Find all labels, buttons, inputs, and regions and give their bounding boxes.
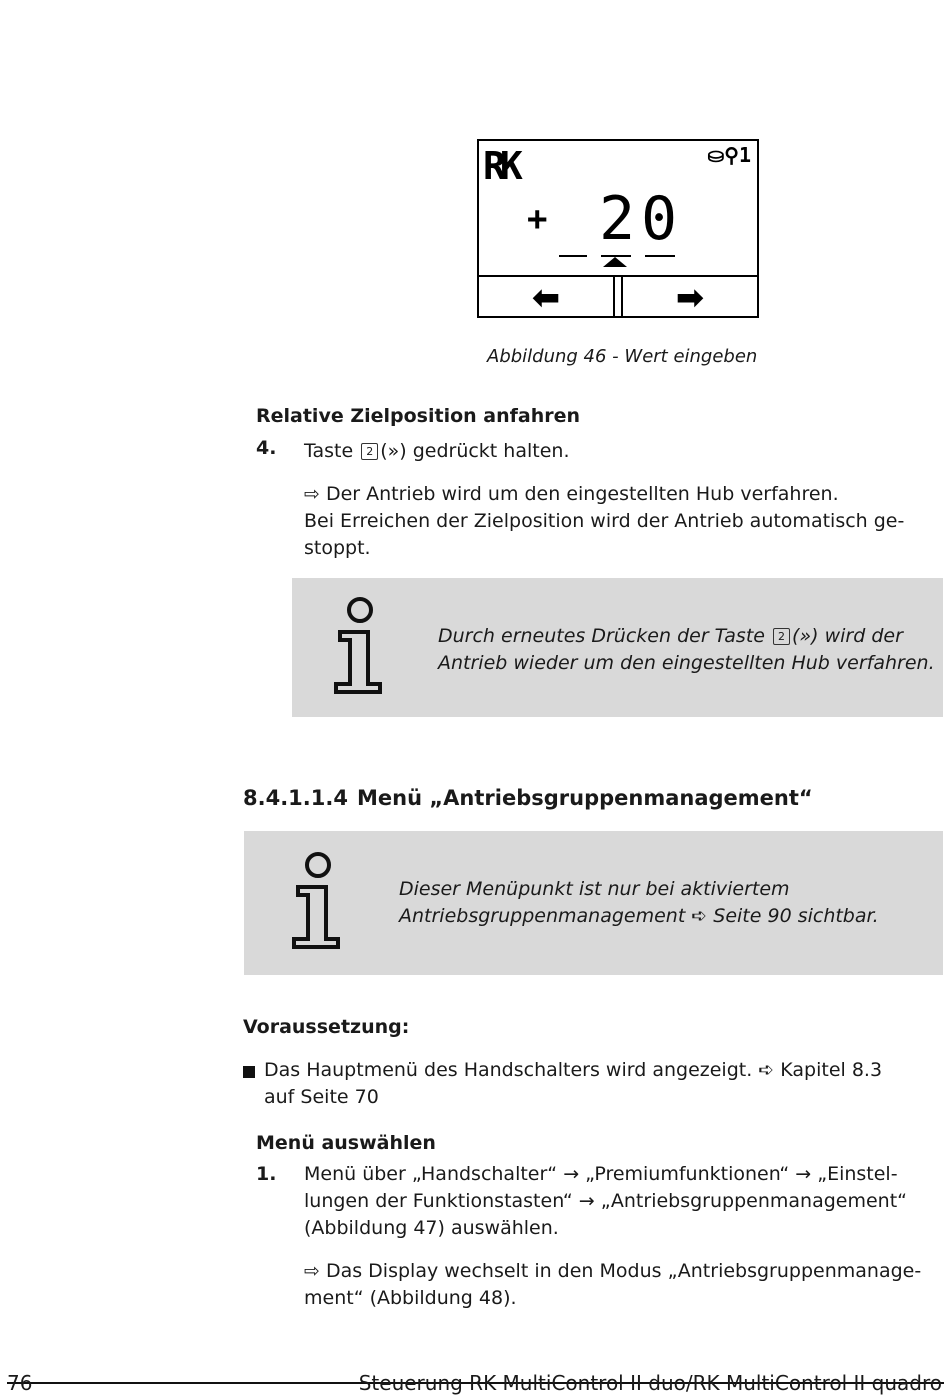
arrow-left-icon: ⬅ [479, 277, 615, 318]
result-line: Bei Erreichen der Zielposition wird der Antrieb automatisch ge- [304, 510, 905, 532]
figure-caption: Abbildung 46 - Wert eingeben [487, 346, 758, 367]
info-note-box [292, 578, 943, 717]
section-number: 8.4.1.1.4 [243, 786, 348, 810]
prerequisite-heading: Voraussetzung: [243, 1016, 410, 1038]
step-text: (Abbildung 47) auswählen. [304, 1217, 559, 1239]
prerequisite-item: auf Seite 70 [264, 1086, 379, 1108]
key-2-icon: 2 [361, 443, 378, 460]
info-icon [288, 851, 348, 951]
sign-symbol: + [527, 199, 548, 239]
lcd-display-figure [477, 139, 759, 318]
page-number: 76 [7, 1371, 33, 1395]
note-line-post: (») wird der [792, 625, 903, 647]
digit-tens: 2 [599, 184, 636, 254]
cursor-caret-icon [603, 257, 627, 267]
status-icons: ⛀⚲1 [707, 143, 751, 167]
step-text-pre: Taste [304, 440, 354, 462]
bullet-square-icon [243, 1066, 255, 1078]
result-line: ment“ (Abbildung 48). [304, 1287, 517, 1309]
note-line: Antriebsgruppenmanagement ➪ Seite 90 sichtbar. [399, 905, 879, 927]
step-text [304, 438, 569, 465]
result-line: ⇨ Das Display wechselt in den Modus „Antriebsgruppenmanage- [304, 1260, 922, 1282]
step-number: 4. [256, 437, 277, 459]
empty-digit-underline [559, 255, 587, 257]
info-icon [330, 596, 390, 696]
subheading-menu: Menü auswählen [256, 1132, 436, 1154]
prerequisite-item: Das Hauptmenü des Handschalters wird angezeigt. ➪ Kapitel 8.3 [264, 1059, 883, 1081]
subheading-relative: Relative Zielposition anfahren [256, 405, 581, 427]
digit-ones: 0 [641, 184, 678, 254]
key-2-icon: 2 [773, 628, 790, 645]
info-note-box [244, 831, 943, 975]
step-text-post: (») gedrückt halten. [380, 440, 570, 462]
note-line: Dieser Menüpunkt ist nur bei aktiviertem [399, 878, 790, 900]
rk-logo: RK [483, 144, 517, 188]
note-line [438, 623, 903, 650]
digit-underline [645, 255, 675, 257]
step-number: 1. [256, 1163, 277, 1185]
note-line-pre: Durch erneutes Drücken der Taste [438, 625, 765, 647]
footer-title: Steuerung RK MultiControl II duo/RK MultiControl II quadro [358, 1371, 942, 1395]
section-title: Menü „Antriebsgruppenmanagement“ [357, 786, 813, 810]
result-line: ⇨ Der Antrieb wird um den eingestellten Hub verfahren. [304, 483, 839, 505]
result-line: stoppt. [304, 537, 371, 559]
note-line: Antrieb wieder um den eingestellten Hub verfahren. [438, 652, 935, 674]
step-text: lungen der Funktionstasten“ → „Antriebsgruppenmanagement“ [304, 1190, 908, 1212]
softkey-bar [479, 275, 757, 318]
step-text: Menü über „Handschalter“ → „Premiumfunktionen“ → „Einstel- [304, 1163, 898, 1185]
arrow-right-icon: ➡ [621, 277, 757, 318]
